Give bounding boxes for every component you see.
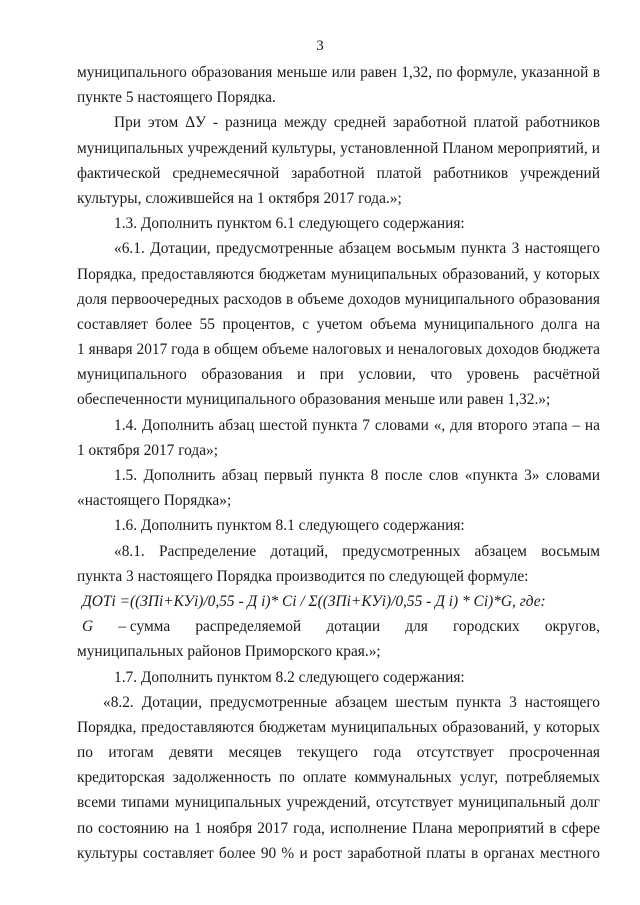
text-line: 1.4. Дополнить абзац шестой пункта 7 словами «, для второго этапа – на [114,416,600,434]
text-line: фактической среднемесячной заработной платой работников учреждений [77,164,600,182]
formula-line: ДОТi =((ЗПi+КУi)/0,55 - Д i)* Ci / Σ((ЗПi+КУi)/0,55 - Д i) * Ci)*G, где: [82,592,546,610]
text-line: 1.5. Дополнить абзац первый пункта 8 после слов «пункта 3» словами [114,467,600,484]
text-line: доля первоочередных расходов в объеме доходов муниципального образования [77,290,600,308]
text-line: кредиторская задолженность по оплате коммунальных услуг, потребляемых [77,769,600,787]
text-line: по итогам девяти месяцев текущего года отсутствует просроченная [77,744,600,762]
text-line: по состоянию на 1 ноября 2017 года, исполнение Плана мероприятий в сфере [77,819,600,837]
text-line: культуры, сложившейся на 1 октября 2017 года.»; [77,189,402,207]
text-line: При этом ΔУ - разница между средней заработной платой работников [114,114,600,132]
text-line: пункте 5 настоящего Порядка. [77,89,276,107]
definition-word: для [405,618,428,636]
text-line: муниципальных районов Приморского края.»; [77,643,381,661]
text-block-2 [77,639,600,866]
text-line: пункта 3 настоящего Порядка производится по следующей формуле: [77,567,529,585]
text-line: составляет более 55 процентов, с учетом объема муниципального долга на [77,315,600,333]
text-line: 1.3. Дополнить пунктом 6.1 следующего содержания: [114,215,465,233]
text-line: 1.6. Дополнить пунктом 8.1 следующего содержания: [114,517,465,535]
text-line: «6.1. Дотации, предусмотренные абзацем восьмым пункта 3 настоящего [114,240,600,258]
text-line: 1.7. Дополнить пунктом 8.2 следующего содержания: [114,668,465,686]
definition-word: распределяемой [195,618,302,636]
text-line: Порядка, предоставляются бюджетам муниципальных образований, у которых [77,718,600,736]
document-body [77,60,600,866]
text-line: «настоящего Порядка»; [77,492,232,510]
definition-word: – сумма [118,618,171,636]
text-line: муниципального образования меньше или равен 1,32, по формуле, указанной в [77,64,600,81]
text-line: обеспеченности муниципального образования меньше или равен 1,32.»; [77,391,551,409]
text-line: «8.2. Дотации, предусмотренные абзацем шестым пункта 3 настоящего [103,693,600,711]
definition-word: дотации [326,618,381,636]
text-line: всеми типами муниципальных учреждений, отсутствует муниципальный долг [77,794,600,812]
definition-word: городских [453,618,520,636]
page-number: 3 [316,38,324,54]
text-line: муниципального образования и при условии, что уровень расчётной [77,366,600,384]
definition-word: округов, [544,618,600,636]
text-line: культуры составляет более 90 % и рост заработной платы в органах местного [77,844,600,862]
text-line: Порядка, предоставляются бюджетам муниципальных образований, у которых [77,265,600,283]
text-line: 1 октября 2017 года»; [77,441,219,459]
text-line: муниципальных учреждений культуры, установленной Планом мероприятий, и [77,139,600,157]
text-line: 1 января 2017 года в общем объеме налоговых и неналоговых доходов бюджета [77,341,600,359]
text-line: «8.1. Распределение дотаций, предусмотренных абзацем восьмым [114,542,600,560]
formula-definition-line [77,614,600,639]
formula-symbol: G [82,618,94,636]
text-block-1 [77,60,600,589]
